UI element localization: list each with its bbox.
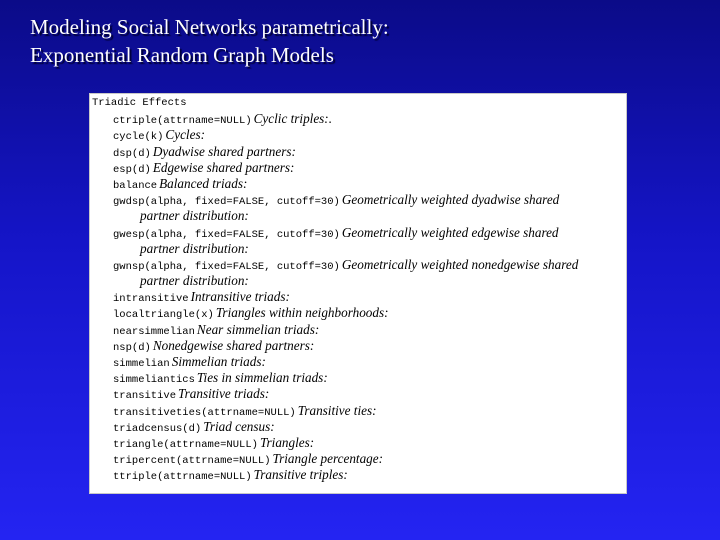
effect-description: partner distribution: xyxy=(140,240,249,256)
effect-line xyxy=(113,176,626,192)
effect-line xyxy=(113,160,626,176)
effect-entry xyxy=(92,257,626,289)
effect-description-continued xyxy=(113,241,626,257)
effect-entry xyxy=(92,435,626,451)
effect-description: Geometrically weighted nonedgewise shared xyxy=(341,256,579,272)
effect-entry xyxy=(92,192,626,224)
effect-entry xyxy=(92,338,626,354)
effect-entry xyxy=(92,289,626,305)
effect-description: Transitive triads: xyxy=(178,386,270,402)
effect-entry xyxy=(92,467,626,483)
effect-list xyxy=(92,111,626,483)
effect-line xyxy=(113,403,626,419)
effect-term-code: localtriangle(x) xyxy=(113,309,214,322)
effect-description: Ties in simmelian triads: xyxy=(196,370,328,386)
effect-description: partner distribution: xyxy=(140,208,249,224)
effect-entry xyxy=(92,403,626,419)
effect-term-code: tripercent(attrname=NULL) xyxy=(113,455,271,468)
effect-line xyxy=(113,257,626,273)
effect-entry xyxy=(92,144,626,160)
effect-entry xyxy=(92,160,626,176)
effect-entry xyxy=(92,176,626,192)
effect-term-code: gwnsp(alpha, fixed=FALSE, cutoff=30) xyxy=(113,260,340,273)
effect-description: Geometrically weighted edgewise shared xyxy=(341,224,559,240)
effect-entry xyxy=(92,225,626,257)
effect-line xyxy=(113,354,626,370)
effect-term-code: transitiveties(attrname=NULL) xyxy=(113,406,296,419)
effect-description: Geometrically weighted dyadwise shared xyxy=(341,192,560,208)
effect-line xyxy=(113,419,626,435)
effect-entry xyxy=(92,111,626,127)
effect-description: Simmelian triads: xyxy=(171,354,266,370)
effect-line xyxy=(113,451,626,467)
effect-line xyxy=(113,289,626,305)
effect-line xyxy=(113,370,626,386)
effect-description: Edgewise shared partners: xyxy=(152,159,295,175)
effect-description-continued xyxy=(113,273,626,289)
effect-term-code: esp(d) xyxy=(113,163,151,176)
effect-entry xyxy=(92,127,626,143)
effect-entry xyxy=(92,370,626,386)
effect-entry xyxy=(92,451,626,467)
effect-term-code: triadcensus(d) xyxy=(113,422,202,435)
effect-entry xyxy=(92,386,626,402)
effect-description: Triad census: xyxy=(203,418,275,434)
effect-term-code: triangle(attrname=NULL) xyxy=(113,438,258,451)
effect-entry xyxy=(92,305,626,321)
effect-entry xyxy=(92,354,626,370)
effect-term-code: nearsimmelian xyxy=(113,325,195,338)
effect-entry xyxy=(92,419,626,435)
effect-term-code: ctriple(attrname=NULL) xyxy=(113,115,252,128)
effect-term-code: gwesp(alpha, fixed=FALSE, cutoff=30) xyxy=(113,228,340,241)
effect-term-code: nsp(d) xyxy=(113,341,151,354)
effect-term-code: dsp(d) xyxy=(113,147,151,160)
effect-term-code: balance xyxy=(113,179,158,192)
triadic-effects-panel xyxy=(89,93,627,494)
effect-description: Nonedgewise shared partners: xyxy=(152,337,315,353)
effect-description: Triangles within neighborhoods: xyxy=(215,305,389,321)
effect-description: Transitive ties: xyxy=(297,402,377,418)
effect-line xyxy=(113,322,626,338)
effect-line xyxy=(113,338,626,354)
effect-line xyxy=(113,386,626,402)
effect-line xyxy=(113,192,626,208)
effect-line xyxy=(113,467,626,483)
panel-heading: Triadic Effects xyxy=(92,97,187,109)
effect-description: Cyclic triples:. xyxy=(253,111,332,127)
effect-term-code: cycle(k) xyxy=(113,131,164,144)
effect-description: Triangle percentage: xyxy=(272,451,384,467)
effect-term-code: simmelian xyxy=(113,358,170,371)
effect-term-code: simmeliantics xyxy=(113,374,195,387)
effect-line xyxy=(113,111,626,127)
effect-description: Cycles: xyxy=(165,127,205,143)
effect-description: Balanced triads: xyxy=(159,175,248,191)
effect-description-continued xyxy=(113,208,626,224)
effect-description: Dyadwise shared partners: xyxy=(152,143,296,159)
slide-title-line-1: Modeling Social Networks parametrically: xyxy=(30,15,389,39)
effect-line xyxy=(113,435,626,451)
effect-entry xyxy=(92,322,626,338)
effect-line xyxy=(113,305,626,321)
effect-term-code: gwdsp(alpha, fixed=FALSE, cutoff=30) xyxy=(113,196,340,209)
effect-description: Intransitive triads: xyxy=(190,289,290,305)
effect-term-code: ttriple(attrname=NULL) xyxy=(113,471,252,484)
slide-title xyxy=(30,13,389,69)
effect-line xyxy=(113,127,626,143)
effect-description: Near simmelian triads: xyxy=(196,321,320,337)
effect-line xyxy=(113,144,626,160)
effect-term-code: transitive xyxy=(113,390,177,403)
effect-description: Transitive triples: xyxy=(253,467,348,483)
effect-line xyxy=(113,225,626,241)
effect-description: Triangles: xyxy=(259,434,315,450)
effect-description: partner distribution: xyxy=(140,273,249,289)
effect-term-code: intransitive xyxy=(113,293,189,306)
slide-title-line-2: Exponential Random Graph Models xyxy=(30,43,334,67)
